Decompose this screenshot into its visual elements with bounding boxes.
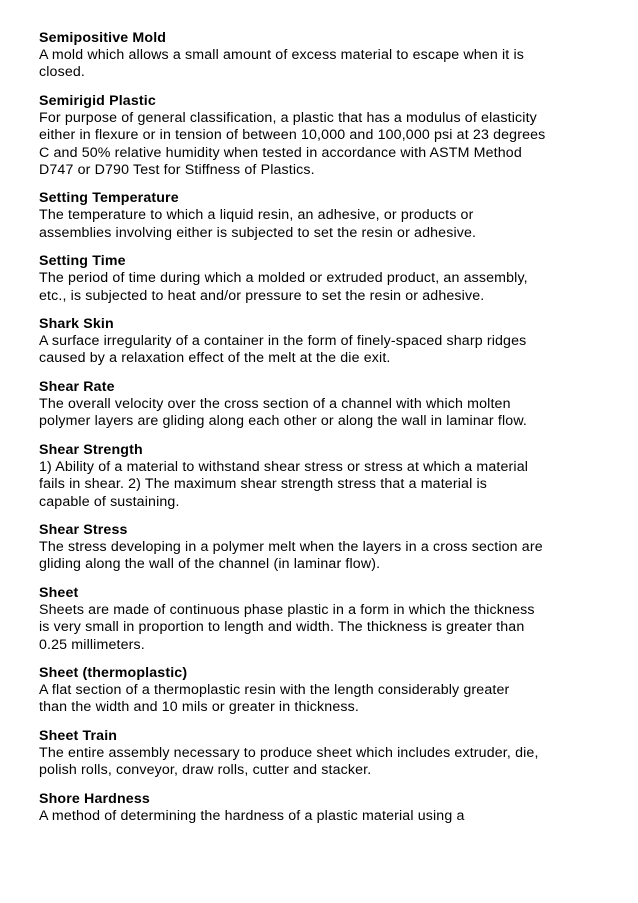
entry-definition xyxy=(39,459,604,511)
glossary-entry xyxy=(39,442,604,511)
definition-line: For purpose of general classification, a plastic that has a modulus of elasticity xyxy=(39,109,537,126)
definition-line: polymer layers are gliding along each other or along the wall in laminar flow. xyxy=(39,413,528,430)
definition-line: C and 50% relative humidity when tested in accordance with ASTM Method xyxy=(39,144,522,161)
definition-line: etc., is subjected to heat and/or pressure to set the resin or adhesive. xyxy=(39,287,485,304)
entry-definition xyxy=(39,745,604,780)
definition-line: A flat section of a thermoplastic resin with the length considerably greater xyxy=(39,681,510,698)
definition-line: The overall velocity over the cross section of a channel with which molten xyxy=(39,395,511,412)
entry-term: Shark Skin xyxy=(39,316,114,333)
entry-definition xyxy=(39,396,604,431)
definition-line: A method of determining the hardness of a plastic material using a xyxy=(39,807,465,824)
entry-definition xyxy=(39,47,604,82)
entry-term: Setting Temperature xyxy=(39,190,179,207)
definition-line: gliding along the wall of the channel (in laminar flow). xyxy=(39,556,381,573)
definition-line: The stress developing in a polymer melt when the layers in a cross section are xyxy=(39,538,543,555)
glossary-entry xyxy=(39,190,604,242)
entry-term: Shore Hardness xyxy=(39,790,150,807)
entry-definition xyxy=(39,110,604,180)
definition-line: is very small in proportion to length and width. The thickness is greater than xyxy=(39,619,525,636)
definition-line: The period of time during which a molded or extruded product, an assembly, xyxy=(39,270,528,287)
definition-line: closed. xyxy=(39,64,86,81)
definition-line: than the width and 10 mils or greater in thickness. xyxy=(39,699,359,716)
definition-line: assemblies involving either is subjected to set the resin or adhesive. xyxy=(39,224,477,241)
entry-term: Semipositive Mold xyxy=(39,30,167,46)
glossary-entry xyxy=(39,93,604,180)
definition-line: The entire assembly necessary to produce sheet which includes extruder, die, xyxy=(39,744,539,761)
definition-line: either in flexure or in tension of between 10,000 and 100,000 psi at 23 degrees xyxy=(39,127,546,144)
entry-term: Sheet Train xyxy=(39,727,118,744)
entry-term: Semirigid Plastic xyxy=(39,92,156,109)
glossary-entry xyxy=(39,665,604,717)
definition-line: 0.25 millimeters. xyxy=(39,636,145,653)
glossary-entry xyxy=(39,522,604,574)
glossary-entry xyxy=(39,791,604,825)
definition-line: D747 or D790 Test for Stiffness of Plastics. xyxy=(39,162,315,179)
definition-line: Sheets are made of continuous phase plastic in a form in which the thickness xyxy=(39,601,535,618)
definition-line: polish rolls, conveyor, draw rolls, cutter and stacker. xyxy=(39,762,372,779)
entry-term: Sheet (thermoplastic) xyxy=(39,664,188,681)
entry-definition xyxy=(39,602,604,654)
glossary-entry xyxy=(39,316,604,368)
entry-term: Shear Rate xyxy=(39,378,115,395)
glossary-entry xyxy=(39,728,604,780)
definition-line: caused by a relaxation effect of the melt at the die exit. xyxy=(39,350,391,367)
glossary-entry xyxy=(39,585,604,654)
definition-line: capable of sustaining. xyxy=(39,493,180,510)
definition-line: A mold which allows a small amount of excess material to escape when it is xyxy=(39,47,525,63)
entry-definition xyxy=(39,270,604,305)
entry-definition xyxy=(39,808,604,825)
entry-term: Sheet xyxy=(39,584,79,601)
entry-term: Shear Stress xyxy=(39,521,128,538)
glossary-page xyxy=(39,30,604,836)
entry-definition xyxy=(39,207,604,242)
definition-line: The temperature to which a liquid resin, an adhesive, or products or xyxy=(39,207,474,224)
entry-term: Setting Time xyxy=(39,253,126,270)
definition-line: A surface irregularity of a container in the form of finely-spaced sharp ridges xyxy=(39,333,527,350)
definition-line: fails in shear. 2) The maximum shear strength stress that a material is xyxy=(39,476,488,493)
glossary-entry xyxy=(39,379,604,431)
definition-line: 1) Ability of a material to withstand shear stress or stress at which a material xyxy=(39,458,529,475)
glossary-entry xyxy=(39,30,604,82)
entry-definition xyxy=(39,539,604,574)
entry-definition xyxy=(39,682,604,717)
entry-term: Shear Strength xyxy=(39,441,143,458)
entry-definition xyxy=(39,333,604,368)
glossary-entry xyxy=(39,253,604,305)
